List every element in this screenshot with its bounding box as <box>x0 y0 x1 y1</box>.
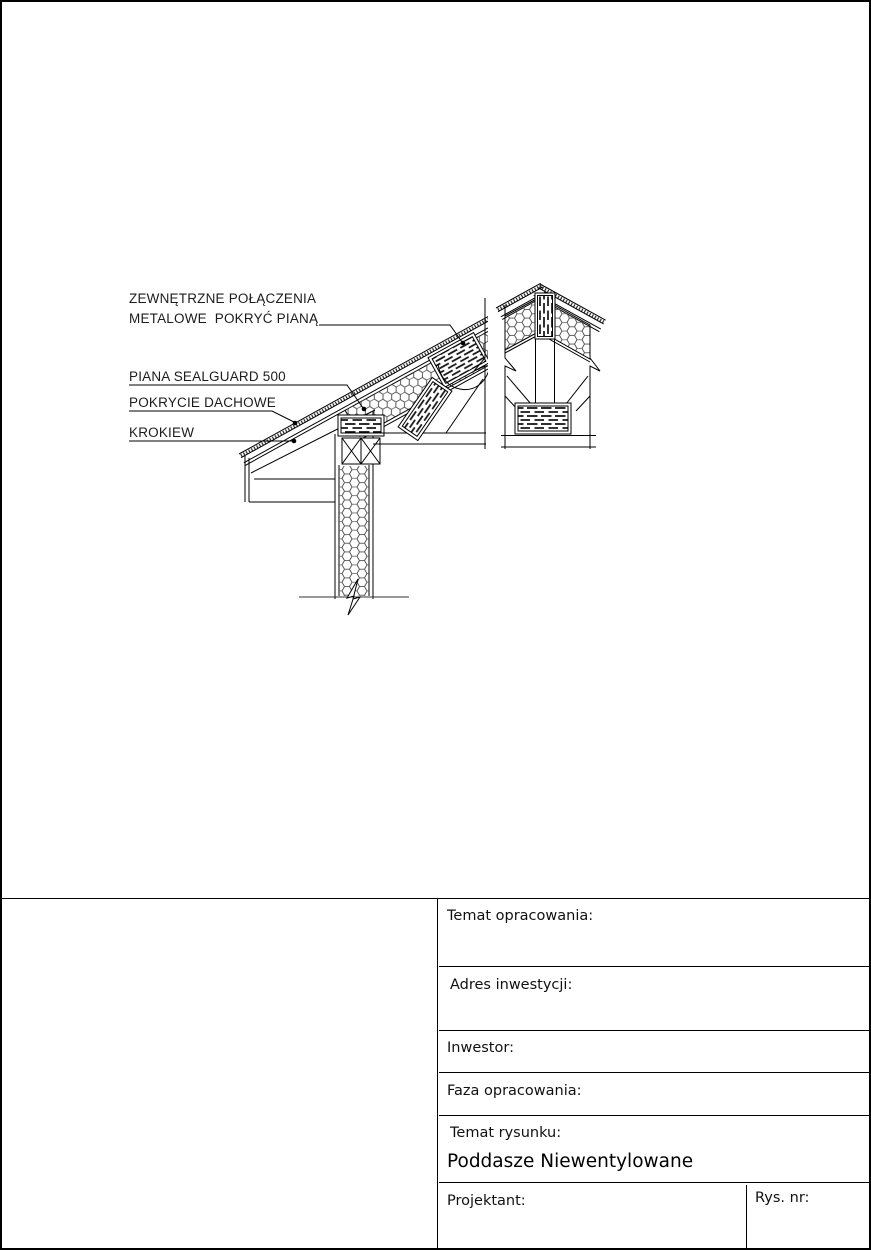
temat-opracowania-label: Temat opracowania: <box>447 908 594 924</box>
label-roof-covering: POKRYCIE DACHOWE <box>129 395 276 410</box>
temat-rysunku-value: Poddasze Niewentylowane <box>447 1151 694 1172</box>
label-rafter: KROKIEW <box>129 425 195 440</box>
ridge-post <box>535 293 555 404</box>
leader-dot <box>362 407 367 412</box>
projektant-label: Projektant: <box>447 1193 526 1209</box>
title-block-divider <box>437 899 438 1248</box>
leader-roof-covering <box>129 411 294 422</box>
label-foam: PIANA SEALGUARD 500 <box>129 369 286 384</box>
rys-nr-label: Rys. nr: <box>755 1190 810 1206</box>
wall-insulation <box>339 466 369 596</box>
title-block-cell-temat-rysunku <box>439 1117 871 1183</box>
title-block-cell-temat-opracowania <box>439 900 871 967</box>
roof-detail-drawing <box>2 2 871 900</box>
label-metal-connections-line1: ZEWNĘTRZNE POŁĄCZENIA <box>129 291 317 306</box>
title-block-cell-projektant <box>439 1185 745 1250</box>
title-block-cell-inwestor <box>439 1032 871 1073</box>
eave-box <box>245 456 335 502</box>
temat-rysunku-label: Temat rysunku: <box>450 1125 562 1141</box>
label-metal-connections-line2: METALOWE POKRYĆ PIANĄ <box>129 311 319 326</box>
eave-section <box>239 298 513 615</box>
leader-dot <box>292 439 297 444</box>
faza-opracowania-label: Faza opracowania: <box>447 1082 582 1099</box>
leader-dot <box>461 341 466 346</box>
collar-beam <box>373 433 486 444</box>
ridge-section <box>496 283 606 449</box>
timber-plate-block <box>342 438 380 464</box>
title-block-cell-adres-inwestycji <box>439 969 871 1031</box>
title-block-left-cell <box>2 900 437 1250</box>
break-line-ridge-right <box>590 325 600 449</box>
ridge-beam-block <box>515 403 571 434</box>
leader-dot <box>293 421 298 426</box>
inwestor-label: Inwestor: <box>447 1040 514 1056</box>
title-block-cell-faza-opracowania <box>439 1075 871 1116</box>
leader-metal-connections <box>319 325 462 342</box>
title-block-cell-rys-nr <box>746 1185 871 1250</box>
adres-inwestycji-label: Adres inwestycji: <box>450 976 573 993</box>
